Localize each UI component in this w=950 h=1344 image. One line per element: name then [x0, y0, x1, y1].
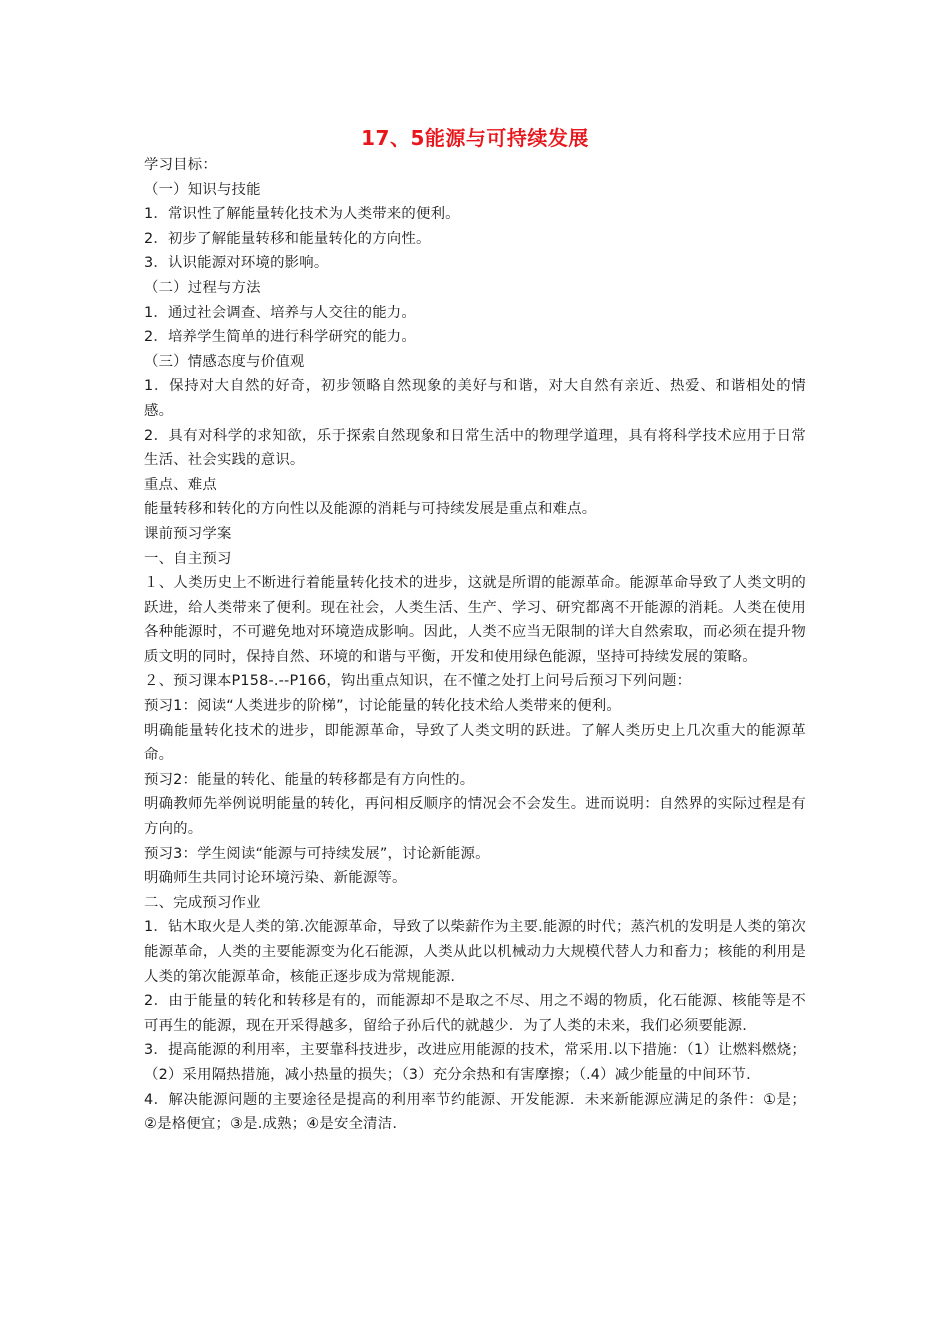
paragraph: 预习3：学生阅读“能源与可持续发展”，讨论新能源。: [144, 845, 490, 862]
list-item: 2．具有对科学的求知欲，乐于探索自然现象和日常生活中的物理学道理，具有将科学技术应用于日常生活、社会实践的意识。: [144, 427, 806, 469]
list-item: 3．认识能源对环境的影响。: [144, 255, 329, 272]
subsection-heading: （一）知识与技能: [144, 181, 261, 198]
paragraph: 预习1：阅读“人类进步的阶梯”，讨论能量的转化技术给人类带来的便利。: [144, 698, 621, 715]
page-title: 17、5能源与可持续发展: [361, 126, 589, 150]
paragraph: 能量转移和转化的方向性以及能源的消耗与可持续发展是重点和难点。: [144, 501, 597, 518]
list-item: 3．提高能源的利用率，主要靠科技进步，改进应用能源的技术，常采用.以下措施：（1）让燃料燃烧；（2）采用隔热措施，减小热量的损失；（3）充分余热和有害摩擦；（.4）减少能量的中间环节.: [144, 1042, 806, 1083]
section-heading-preview: 课前预习学案: [144, 525, 232, 542]
document-body: [144, 153, 806, 1137]
section-heading-key-points: 重点、难点: [144, 476, 217, 493]
paragraph: 明确师生共同讨论环境污染、新能源等。: [144, 870, 407, 887]
paragraph: 明确能量转化技术的进步，即能源革命，导致了人类文明的跃进。了解人类历史上几次重大的能源革命。: [144, 722, 806, 764]
subsection-heading: 二、完成预习作业: [144, 894, 261, 911]
paragraph: ２、预习课本P158-.--P166，钩出重点知识，在不懂之处打上问号后预习下列问题：: [144, 673, 692, 690]
list-item: 4．解决能源问题的主要途径是提高的利用率节约能源、开发能源．未来新能源应满足的条件：①是；②是格便宜；③是.成熟；④是安全清洁.: [144, 1091, 806, 1133]
list-item: 2．培养学生简单的进行科学研究的能力。: [144, 329, 416, 346]
paragraph: １、人类历史上不断进行着能量转化技术的进步，这就是所谓的能源革命。能源革命导致了人类文明的跃进，给人类带来了便利。现在社会，人类生活、生产、学习、研究都离不开能源的消耗。人类在使用各种能源时，不可避免地对环境造成影响。因此，人类不应当无限制的详大自然索取，而必须在提升物质文明的同时，保持自然、环境的和谐与平衡，开发和使用绿色能源，坚持可持续发展的策略。: [144, 575, 806, 665]
list-item: 1．钻木取火是人类的第.次能源革命，导致了以柴薪作为主要.能源的时代；蒸汽机的发明是人类的第次能源革命，人类的主要能源变为化石能源，人类从此以机械动力大规模代替人力和畜力；核能的利用是人类的第次能源革命，核能正逐步成为常规能源.: [144, 919, 806, 985]
list-item: 2．初步了解能量转移和能量转化的方向性。: [144, 230, 431, 247]
subsection-heading: （三）情感态度与价值观: [144, 353, 305, 370]
list-item: 1．常识性了解能量转化技术为人类带来的便利。: [144, 206, 460, 223]
list-item: 1．保持对大自然的好奇，初步领略自然现象的美好与和谐，对大自然有亲近、热爱、和谐相处的情感。: [144, 378, 806, 419]
list-item: 1．通过社会调查、培养与人交往的能力。: [144, 304, 416, 321]
section-heading-objectives: 学习目标：: [144, 157, 217, 173]
subsection-heading: 一、自主预习: [144, 550, 232, 567]
paragraph: 预习2：能量的转化、能量的转移都是有方向性的。: [144, 771, 475, 788]
paragraph: 明确教师先举例说明能量的转化，再问相反顺序的情况会不会发生。进而说明：自然界的实际过程是有方向的。: [144, 796, 806, 838]
subsection-heading: （二）过程与方法: [144, 279, 261, 296]
list-item: 2．由于能量的转化和转移是有的，而能源却不是取之不尽、用之不竭的物质，化石能源、核能等是不可再生的能源，现在开采得越多，留给子孙后代的就越少．为了人类的未来，我们必须要能源.: [144, 993, 806, 1034]
